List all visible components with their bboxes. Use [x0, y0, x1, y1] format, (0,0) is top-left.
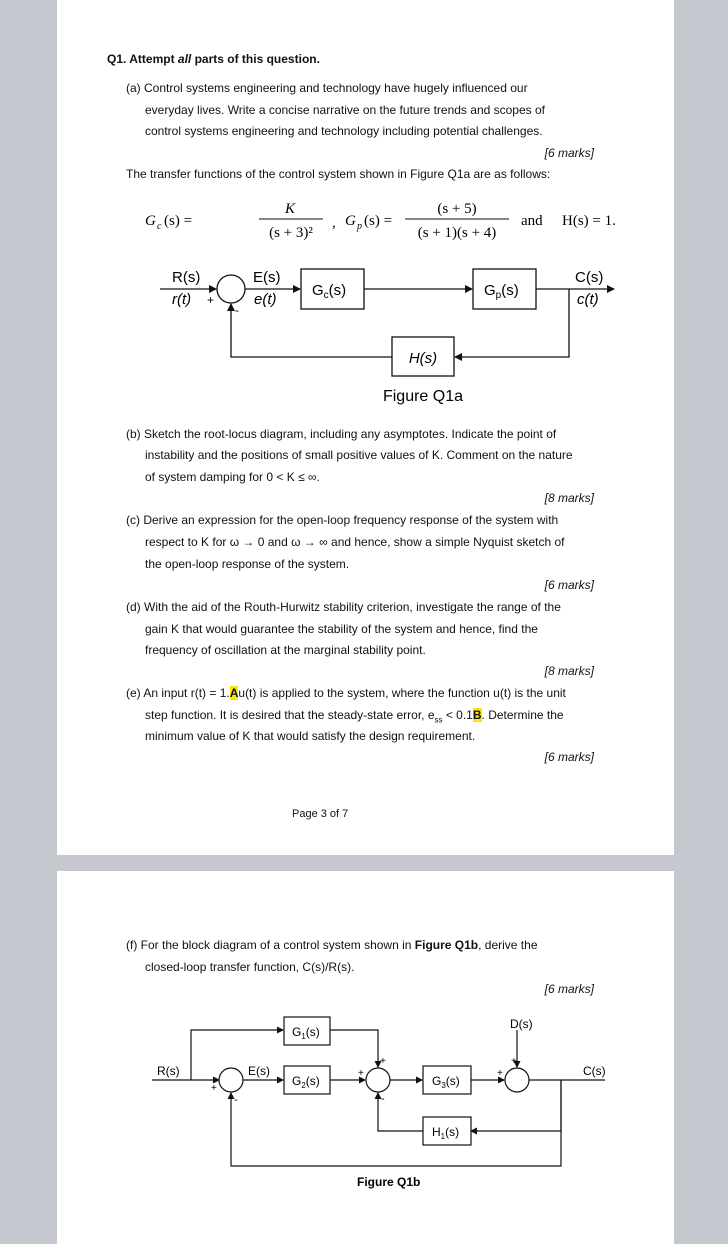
b-sum1-plus: + [211, 1083, 217, 1094]
part-a-line-1: (a) Control systems engineering and technology have hugely influenced our [126, 81, 528, 95]
b-h1-to-sum2 [378, 1093, 423, 1131]
heading-label: Q1. Attempt [107, 52, 175, 66]
g2-label: $G_2(s)$ [292, 1074, 320, 1090]
eq-gc-sub: c [157, 221, 162, 232]
part-c-line-1: (c) Derive an expression for the open-loop frequency response of the system with [126, 513, 559, 527]
figure-q1b-caption: Figure Q1b [357, 1175, 421, 1189]
transfer-function-intro: The transfer functions of the control system shown in Figure Q1a are as follows: [126, 167, 551, 181]
eq-gc-num: K [284, 201, 296, 217]
part-e-line-1: (e) An input r(t) = 1.Au(t) is applied to the system, where the function u(t) is the unit [126, 686, 566, 700]
part-b-line-1: (b) Sketch the root-locus diagram, including any asymptotes. Indicate the point of [126, 427, 557, 441]
b-sum2-plus-top: + [380, 1056, 386, 1067]
part-d-line-2: gain K that would guarantee the stability of the system and hence, find the [145, 622, 538, 636]
b-sum3-plus-top: + [511, 1056, 517, 1067]
part-d-line-3: frequency of oscillation at the marginal stability point. [145, 643, 426, 657]
part-a-line-2: everyday lives. Write a concise narrative on the future trends and scopes of [145, 103, 545, 117]
b-summing-junction-2 [366, 1068, 390, 1092]
figure-q1b [147, 1011, 617, 1191]
part-c-line-3: the open-loop response of the system. [145, 557, 350, 571]
part-b-line-3: of system damping for 0 < K ≤ ∞. [145, 470, 320, 484]
b-sum2-plus-left: + [358, 1068, 364, 1079]
page-footer: Page 3 of 7 [292, 808, 349, 820]
b-sum2-minus: - [381, 1093, 385, 1105]
part-c-line-2: respect to K for ω → 0 and ω → ∞ and hence, show a simple Nyquist sketch of [145, 535, 565, 549]
error-label-lower: e(t) [254, 291, 277, 308]
part-f-line-2: closed-loop transfer function, C(s)/R(s). [145, 960, 355, 974]
eq-gp-arg: (s) = [364, 213, 393, 229]
summing-junction [217, 275, 245, 303]
gp-block-label: $G_p(s)$ [484, 282, 519, 301]
part-b-marks: [8 marks] [544, 491, 594, 505]
eq-gc-arg: (s) = [164, 213, 193, 229]
figure-q1a-caption: Figure Q1a [382, 388, 464, 405]
eq-gp-lhs: G [345, 213, 356, 229]
sum-plus-sign: + [207, 293, 215, 307]
b-output-label: C(s) [583, 1064, 606, 1078]
b-g1-to-sum2 [330, 1030, 378, 1067]
eq-gp-den: (s + 1)(s + 4) [417, 225, 497, 241]
figure-q1a [152, 260, 604, 405]
eq-gc-den: (s + 3)² [269, 225, 313, 241]
part-e-marks: [6 marks] [544, 750, 594, 764]
b-error-label: E(s) [248, 1064, 270, 1078]
part-f-line-1: (f) For the block diagram of a control system shown in Figure Q1b, derive the [126, 938, 538, 952]
gc-block-label: $G_c(s)$ [312, 282, 347, 301]
part-a-marks: [6 marks] [544, 146, 594, 160]
eq-gp-sub: p [357, 221, 362, 232]
b-summing-junction-3 [505, 1068, 529, 1092]
b-sum3-plus-left: + [497, 1068, 503, 1079]
part-d-line-1: (d) With the aid of the Routh-Hurwitz stability criterion, investigate the range of the [126, 600, 561, 614]
b-sum1-minus: - [234, 1094, 238, 1106]
sum-minus-sign: - [235, 303, 239, 317]
input-label-upper: R(s) [172, 269, 201, 286]
input-label-lower: r(t) [172, 291, 192, 308]
eq-gp-num: (s + 5) [437, 201, 477, 217]
question-heading [107, 52, 320, 66]
b-input-label: R(s) [157, 1064, 180, 1078]
h-block-label: H(s) [408, 350, 438, 367]
h1-label: $H_1(s)$ [432, 1125, 460, 1141]
output-label-upper: C(s) [575, 269, 604, 286]
part-d-marks: [8 marks] [544, 664, 594, 678]
highlight-a: A [229, 686, 239, 700]
part-a-line-3: control systems engineering and technology including potential challenges. [145, 124, 543, 138]
feedback-line-to-sum [231, 304, 392, 357]
eq-gc-lhs: G [145, 213, 156, 229]
eq-comma: , [332, 215, 336, 231]
eq-and: and [521, 213, 543, 229]
error-label-upper: E(s) [253, 269, 281, 286]
highlight-b: B [472, 708, 482, 722]
b-summing-junction-1 [219, 1068, 243, 1092]
g1-label: $G_1(s)$ [292, 1025, 320, 1041]
exam-page-4 [57, 871, 674, 1244]
part-c-marks: [6 marks] [544, 578, 594, 592]
heading-all: all [177, 52, 192, 66]
part-b-line-2: instability and the positions of small positive values of K. Comment on the nature [145, 448, 573, 462]
part-f-marks: [6 marks] [544, 982, 594, 996]
g3-label: $G_3(s)$ [432, 1074, 460, 1090]
part-e-line-3: minimum value of K that would satisfy the design requirement. [145, 729, 476, 743]
transfer-function-equation [137, 194, 616, 244]
b-outer-feedback [231, 1080, 561, 1166]
part-e-line-2: step function. It is desired that the steady-state error, $e_{ss} < 0.1B$. Determine the [145, 708, 564, 725]
eq-h: H(s) = 1. [562, 213, 616, 229]
output-label-lower: c(t) [577, 291, 599, 308]
b-disturbance-label: D(s) [510, 1017, 533, 1031]
exam-page-3 [57, 0, 674, 855]
heading-rest: parts of this question. [194, 52, 320, 66]
